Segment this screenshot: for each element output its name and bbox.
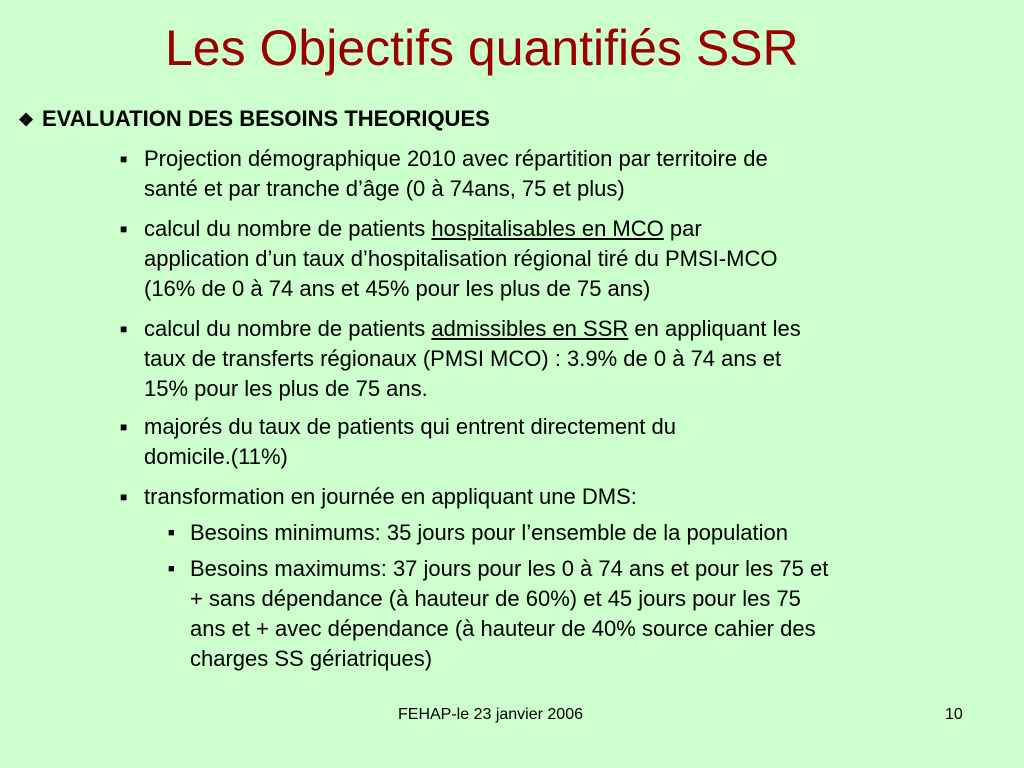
slide-title: Les Objectifs quantifiés SSR	[165, 20, 799, 76]
section-heading	[18, 104, 490, 135]
bullet-item-line	[144, 314, 1024, 344]
sub-bullet-item-line	[190, 644, 1024, 674]
square-bullet-icon: ■	[168, 563, 175, 575]
square-bullet-icon: ■	[120, 152, 128, 166]
text-segment: calcul du nombre de patients	[144, 216, 432, 241]
bullet-item-line	[144, 344, 1024, 374]
sub-bullet-item-line	[190, 554, 1024, 584]
text-segment: par	[663, 216, 702, 241]
text-segment: (16% de 0 à 74 ans et 45% pour les plus de 75 ans)	[144, 276, 651, 301]
bullet-item	[120, 314, 1024, 404]
bullet-item-line	[144, 144, 1024, 174]
text-segment: calcul du nombre de patients	[144, 316, 432, 341]
footer-text: FEHAP-le 23 janvier 2006	[398, 706, 583, 723]
text-segment: Besoins maximums: 37 jours pour les 0 à 74 ans et pour les 75 et	[190, 556, 829, 581]
bullet-item-line	[144, 174, 1024, 204]
section-heading-text: EVALUATION DES BESOINS THEORIQUES	[42, 106, 490, 131]
square-bullet-icon: ■	[120, 222, 128, 236]
text-segment: ans et + avec dépendance (à hauteur de 40% source cahier des	[190, 616, 816, 641]
text-segment: + sans dépendance (à hauteur de 60%) et 45 jours pour les 75	[190, 586, 801, 611]
bullet-item-line	[144, 214, 1024, 244]
bullet-item-line	[144, 274, 1024, 304]
text-segment: 15% pour les plus de 75 ans.	[144, 376, 428, 401]
text-segment: en appliquant les	[628, 316, 801, 341]
bullet-item-line	[144, 412, 1024, 442]
text-segment: taux de transferts régionaux (PMSI MCO) : 3.9% de 0 à 74 ans et	[144, 346, 782, 371]
page-number: 10	[945, 706, 963, 723]
text-segment: transformation en journée en appliquant une DMS:	[144, 484, 637, 509]
square-bullet-icon: ■	[168, 527, 175, 539]
sub-bullet-item-line	[190, 518, 1024, 548]
text-segment: majorés du taux de patients qui entrent directement du	[144, 414, 676, 439]
bullet-item	[120, 214, 1024, 304]
bullet-item	[120, 482, 1024, 512]
underlined-text: admissibles en SSR	[431, 316, 629, 341]
text-segment: santé et par tranche d’âge (0 à 74ans, 75 et plus)	[144, 176, 625, 201]
text-segment: application d’un taux d’hospitalisation régional tiré du PMSI-MCO	[144, 246, 778, 271]
text-segment: domicile.(11%)	[144, 444, 288, 469]
bullet-item-line	[144, 244, 1024, 274]
text-segment: charges SS gériatriques)	[190, 646, 433, 671]
sub-bullet-item-line	[190, 584, 1024, 614]
text-segment: Besoins minimums: 35 jours pour l’ensemble de la population	[190, 520, 788, 545]
sub-bullet-item-line	[190, 614, 1024, 644]
bullet-item-line	[144, 482, 1024, 512]
bullet-item	[120, 412, 1024, 472]
sub-bullet-item	[168, 554, 1024, 674]
bullet-item-line	[144, 442, 1024, 472]
square-bullet-icon: ■	[120, 490, 128, 504]
diamond-bullet-icon: ❖	[18, 110, 35, 130]
underlined-text: hospitalisables en MCO	[431, 216, 664, 241]
square-bullet-icon: ■	[120, 322, 128, 336]
text-segment: Projection démographique 2010 avec répartition par territoire de	[144, 146, 768, 171]
square-bullet-icon: ■	[120, 420, 128, 434]
bullet-item	[120, 144, 1024, 204]
bullet-item-line	[144, 374, 1024, 404]
sub-bullet-item	[168, 518, 1024, 548]
